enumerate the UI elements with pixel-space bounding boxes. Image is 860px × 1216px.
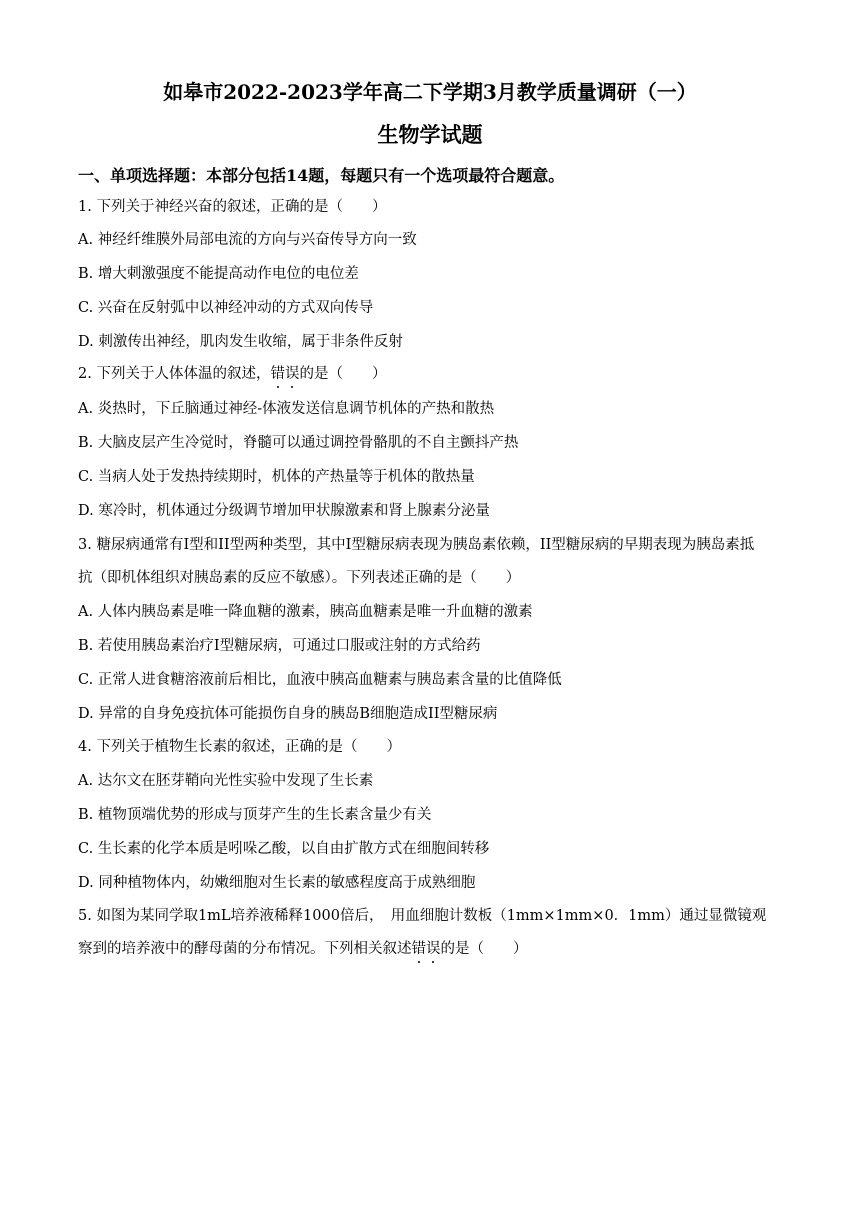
question-2-stem xyxy=(78,364,386,384)
question-5-stem-line1: 5. 如图为某同学取1mL培养液稀释1000倍后， 用血细胞计数板（1mm×1mm×0．1mm）通过显微镜观 xyxy=(78,908,767,924)
stem-text: 的是（ ） xyxy=(299,366,387,382)
stem-text: 察到的培养液中的酵母菌的分布情况。下列相关叙述 xyxy=(78,941,412,957)
emphasis-char: 错 xyxy=(270,366,285,382)
exam-title: 如皋市2022-2023学年高二下学期3月教学质量调研（一） xyxy=(163,80,697,104)
question-1-option-d: D. 刺激传出神经，肌肉发生收缩，属于非条件反射 xyxy=(78,334,403,350)
question-3-option-c: C. 正常人进食糖溶液前后相比，血液中胰高血糖素与胰岛素含量的比值降低 xyxy=(78,672,562,688)
exam-subject-title: 生物学试题 xyxy=(377,122,483,147)
question-3-stem-line1: 3. 糖尿病通常有I型和II型两种类型，其中I型糖尿病表现为胰岛素依赖，II型糖尿病的早期表现为胰岛素抵 xyxy=(78,537,755,553)
stem-text: 的是（ ） xyxy=(440,941,528,957)
question-4-option-c: C. 生长素的化学本质是吲哚乙酸，以自由扩散方式在细胞间转移 xyxy=(78,841,490,857)
question-2-option-d: D. 寒冷时，机体通过分级调节增加甲状腺激素和肾上腺素分泌量 xyxy=(78,503,490,519)
question-2-option-c: C. 当病人处于发热持续期时，机体的产热量等于机体的散热量 xyxy=(78,469,475,485)
question-3-option-b: B. 若使用胰岛素治疗I型糖尿病，可通过口服或注射的方式给药 xyxy=(78,638,481,654)
emphasis-char: 错 xyxy=(411,941,426,957)
question-1-option-c: C. 兴奋在反射弧中以神经冲动的方式双向传导 xyxy=(78,300,374,316)
emphasis-char: 误 xyxy=(426,941,441,957)
emphasis-char: 误 xyxy=(284,366,300,382)
question-3-stem-line2: 抗（即机体组织对胰岛素的反应不敏感）。下列表述正确的是（ ） xyxy=(78,570,521,586)
question-4-option-d: D. 同种植物体内，幼嫩细胞对生长素的敏感程度高于成熟细胞 xyxy=(78,875,476,891)
question-2-option-a: A. 炎热时，下丘脑通过神经-体液发送信息调节机体的产热和散热 xyxy=(78,401,495,417)
question-3-option-a: A. 人体内胰岛素是唯一降血糖的激素，胰高血糖素是唯一升血糖的激素 xyxy=(78,604,533,620)
question-1-option-a: A. 神经纤维膜外局部电流的方向与兴奋传导方向一致 xyxy=(78,232,417,248)
question-4-stem: 4. 下列关于植物生长素的叙述，正确的是（ ） xyxy=(78,739,401,755)
question-1-stem: 1. 下列关于神经兴奋的叙述，正确的是（ ） xyxy=(78,199,387,215)
question-4-option-b: B. 植物顶端优势的形成与顶芽产生的生长素含量少有关 xyxy=(78,807,432,823)
question-5-stem-line2 xyxy=(78,939,528,959)
question-2-option-b: B. 大脑皮层产生冷觉时，脊髓可以通过调控骨骼肌的不自主颤抖产热 xyxy=(78,435,519,451)
question-4-option-a: A. 达尔文在胚芽鞘向光性实验中发现了生长素 xyxy=(78,773,374,789)
stem-text: 2. 下列关于人体体温的叙述， xyxy=(78,366,271,382)
question-3-option-d: D. 异常的自身免疫抗体可能损伤自身的胰岛B细胞造成II型糖尿病 xyxy=(78,706,498,722)
section-heading: 一、单项选择题：本部分包括14题，每题只有一个选项最符合题意。 xyxy=(78,166,565,185)
question-1-option-b: B. 增大刺激强度不能提高动作电位的电位差 xyxy=(78,266,359,282)
